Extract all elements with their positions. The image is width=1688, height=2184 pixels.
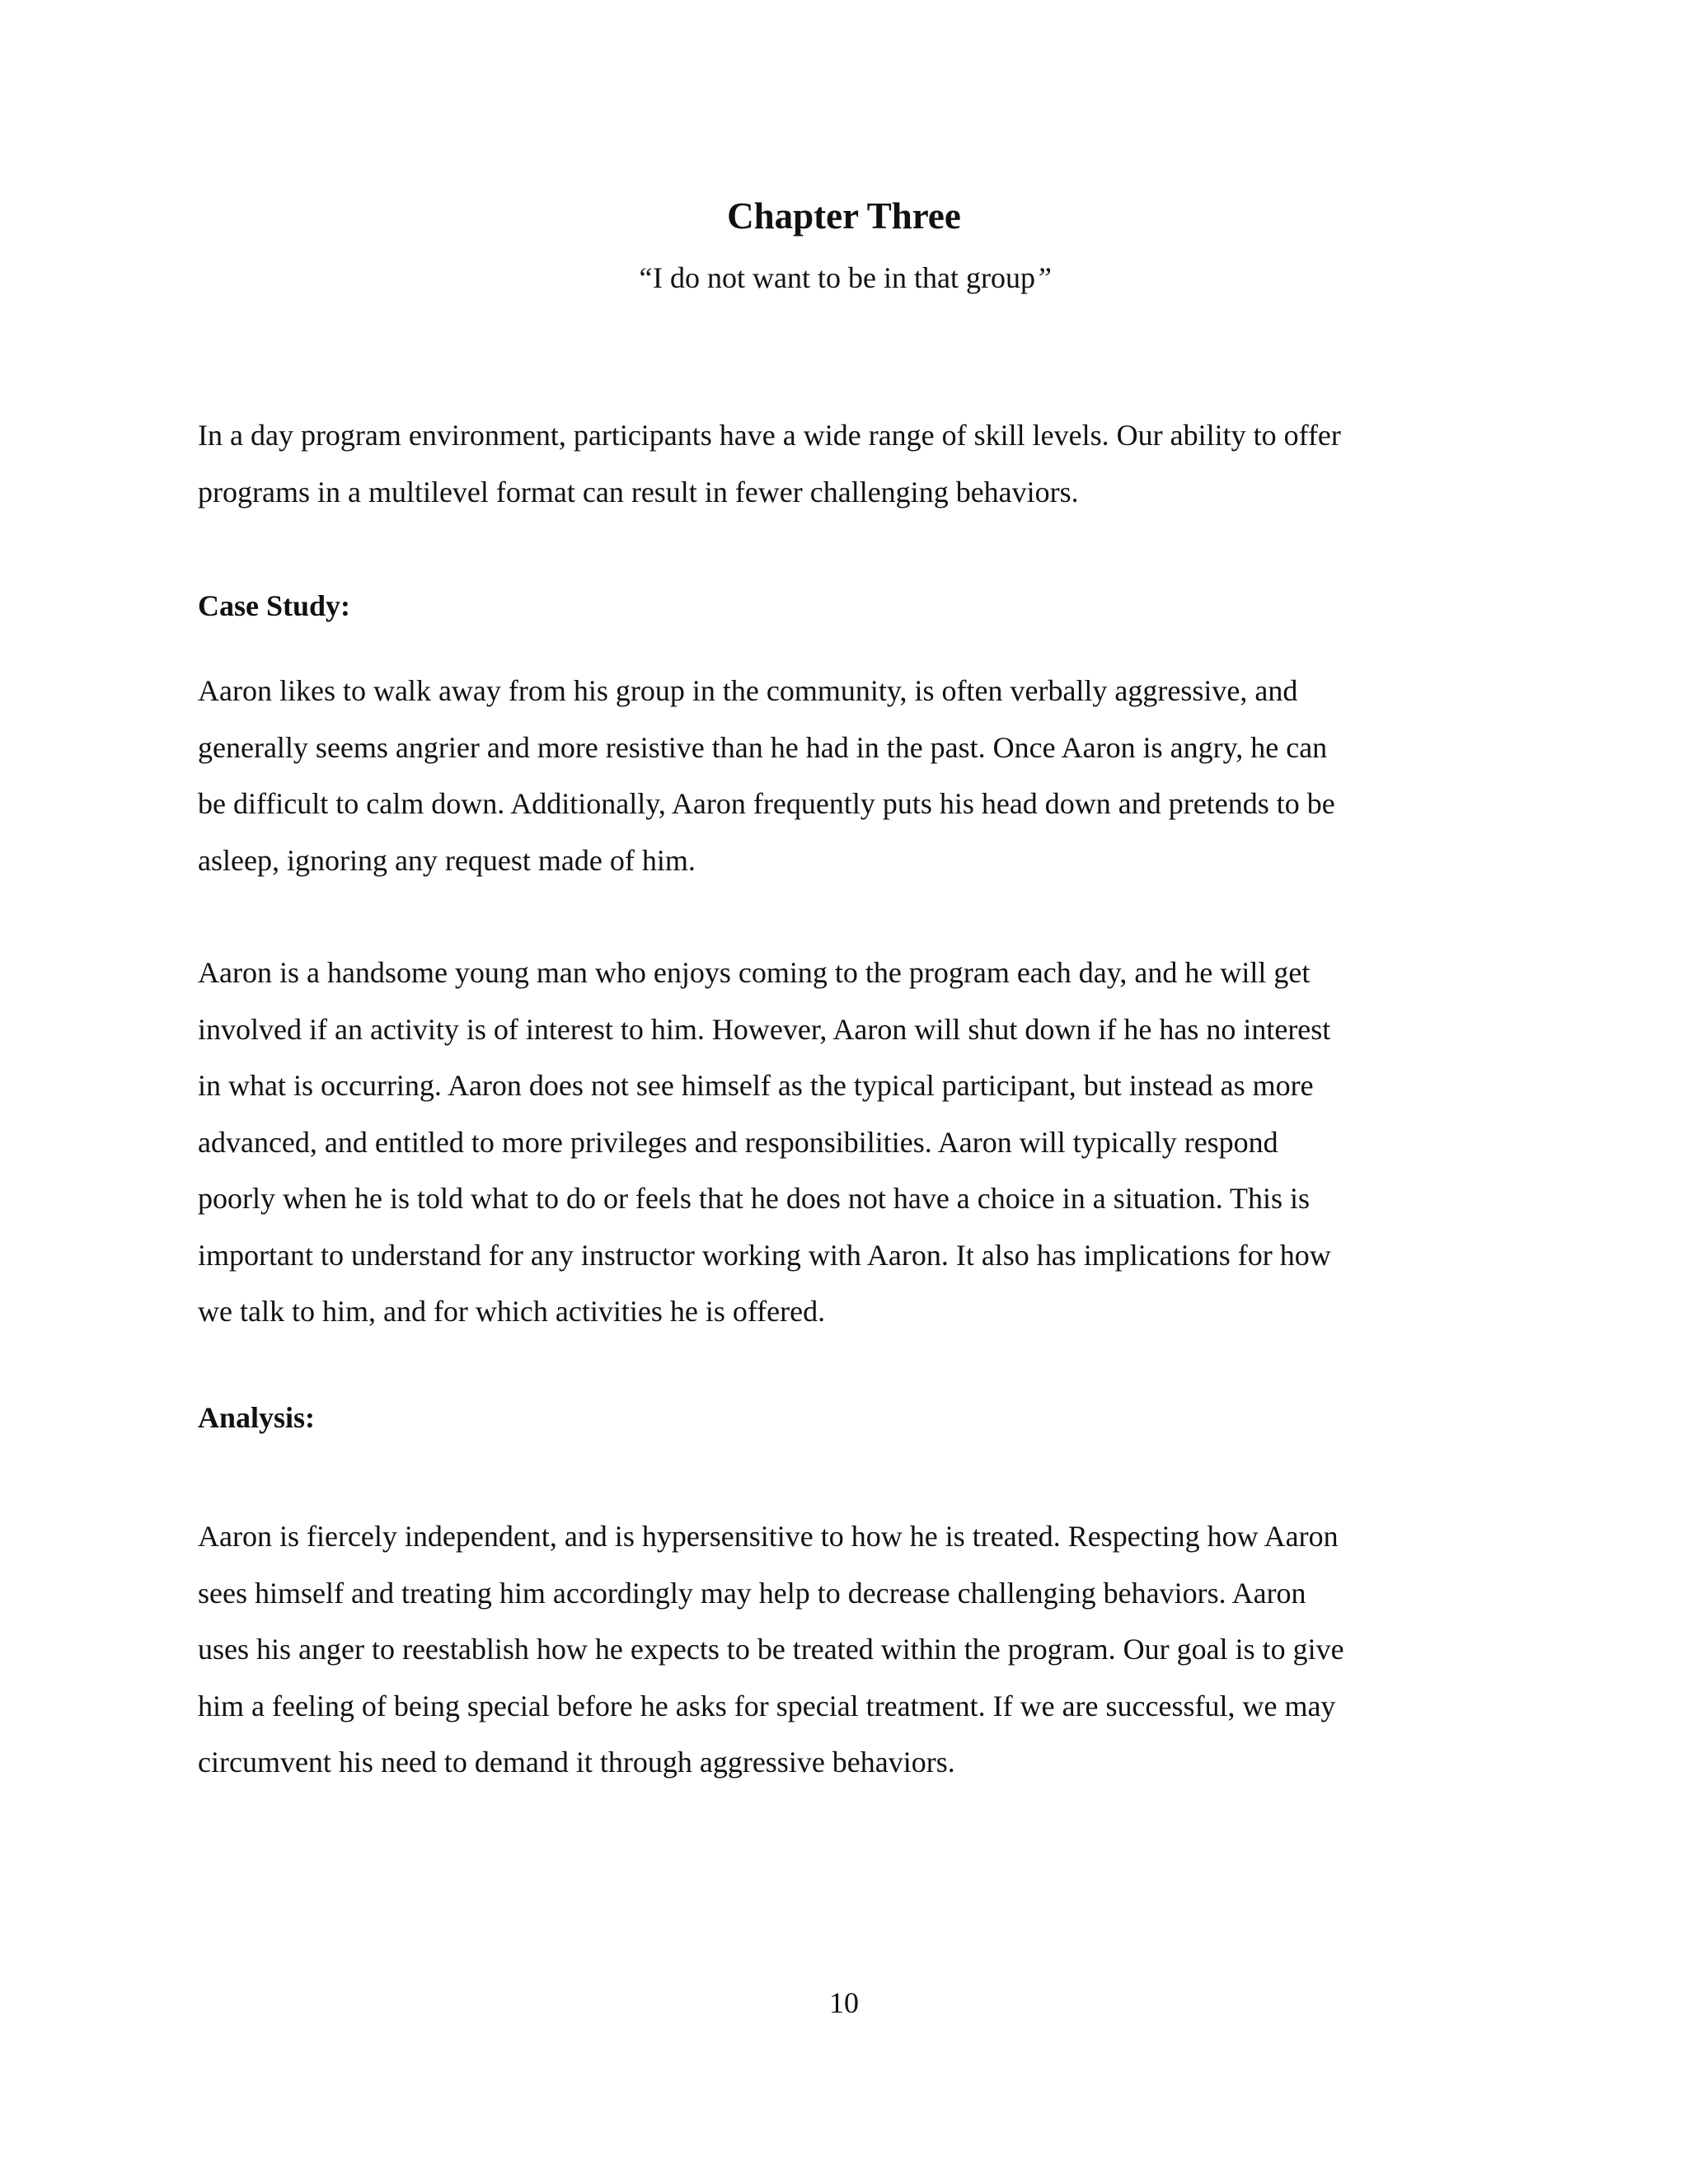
analysis-heading: Analysis: xyxy=(198,1401,316,1434)
text-line: Aaron likes to walk away from his group in the community, is often verbally aggressive, and xyxy=(198,674,1298,707)
case-study-paragraph-2 xyxy=(198,944,1484,1340)
page-number: 10 xyxy=(829,1986,859,2019)
text-line: sees himself and treating him accordingly may help to decrease challenging behaviors. Aaron xyxy=(198,1576,1306,1610)
chapter-subtitle xyxy=(0,257,1688,298)
text-line: asleep, ignoring any request made of him. xyxy=(198,843,696,877)
chapter-title: Chapter Three xyxy=(727,195,961,237)
intro-paragraph xyxy=(198,407,1484,520)
text-line: Aaron is fiercely independent, and is hypersensitive to how he is treated. Respecting how Aaron xyxy=(198,1520,1339,1553)
case-study-paragraph-1 xyxy=(198,663,1484,888)
text-line: be difficult to calm down. Additionally, Aaron frequently puts his head down and pretends to be xyxy=(198,787,1335,820)
case-study-heading: Case Study: xyxy=(198,589,351,622)
close-quote: ” xyxy=(1034,261,1052,294)
subtitle-text: I do not want to be in that group xyxy=(653,261,1035,294)
text-line: important to understand for any instructor working with Aaron. It also has implications for how xyxy=(198,1238,1331,1272)
open-quote: “ xyxy=(636,261,654,294)
text-line: uses his anger to reestablish how he expects to be treated within the program. Our goal is to give xyxy=(198,1633,1344,1666)
text-line: involved if an activity is of interest to him. However, Aaron will shut down if he has no interest xyxy=(198,1012,1331,1046)
text-line: Aaron is a handsome young man who enjoys coming to the program each day, and he will get xyxy=(198,956,1311,989)
text-line: him a feeling of being special before he asks for special treatment. If we are successful, we may xyxy=(198,1689,1336,1722)
analysis-paragraph xyxy=(198,1508,1484,1791)
text-line: poorly when he is told what to do or feels that he does not have a choice in a situation. This is xyxy=(198,1182,1311,1215)
text-line: advanced, and entitled to more privileges and responsibilities. Aaron will typically respond xyxy=(198,1125,1278,1159)
text-line: circumvent his need to demand it through aggressive behaviors. xyxy=(198,1746,955,1779)
text-line: in what is occurring. Aaron does not see himself as the typical participant, but instead as more xyxy=(198,1069,1314,1102)
text-line: we talk to him, and for which activities he is offered. xyxy=(198,1295,826,1328)
text-line: In a day program environment, participants have a wide range of skill levels. Our ability to offer xyxy=(198,419,1341,452)
text-line: programs in a multilevel format can result in fewer challenging behaviors. xyxy=(198,475,1079,509)
text-line: generally seems angrier and more resistive than he had in the past. Once Aaron is angry, he can xyxy=(198,730,1328,764)
